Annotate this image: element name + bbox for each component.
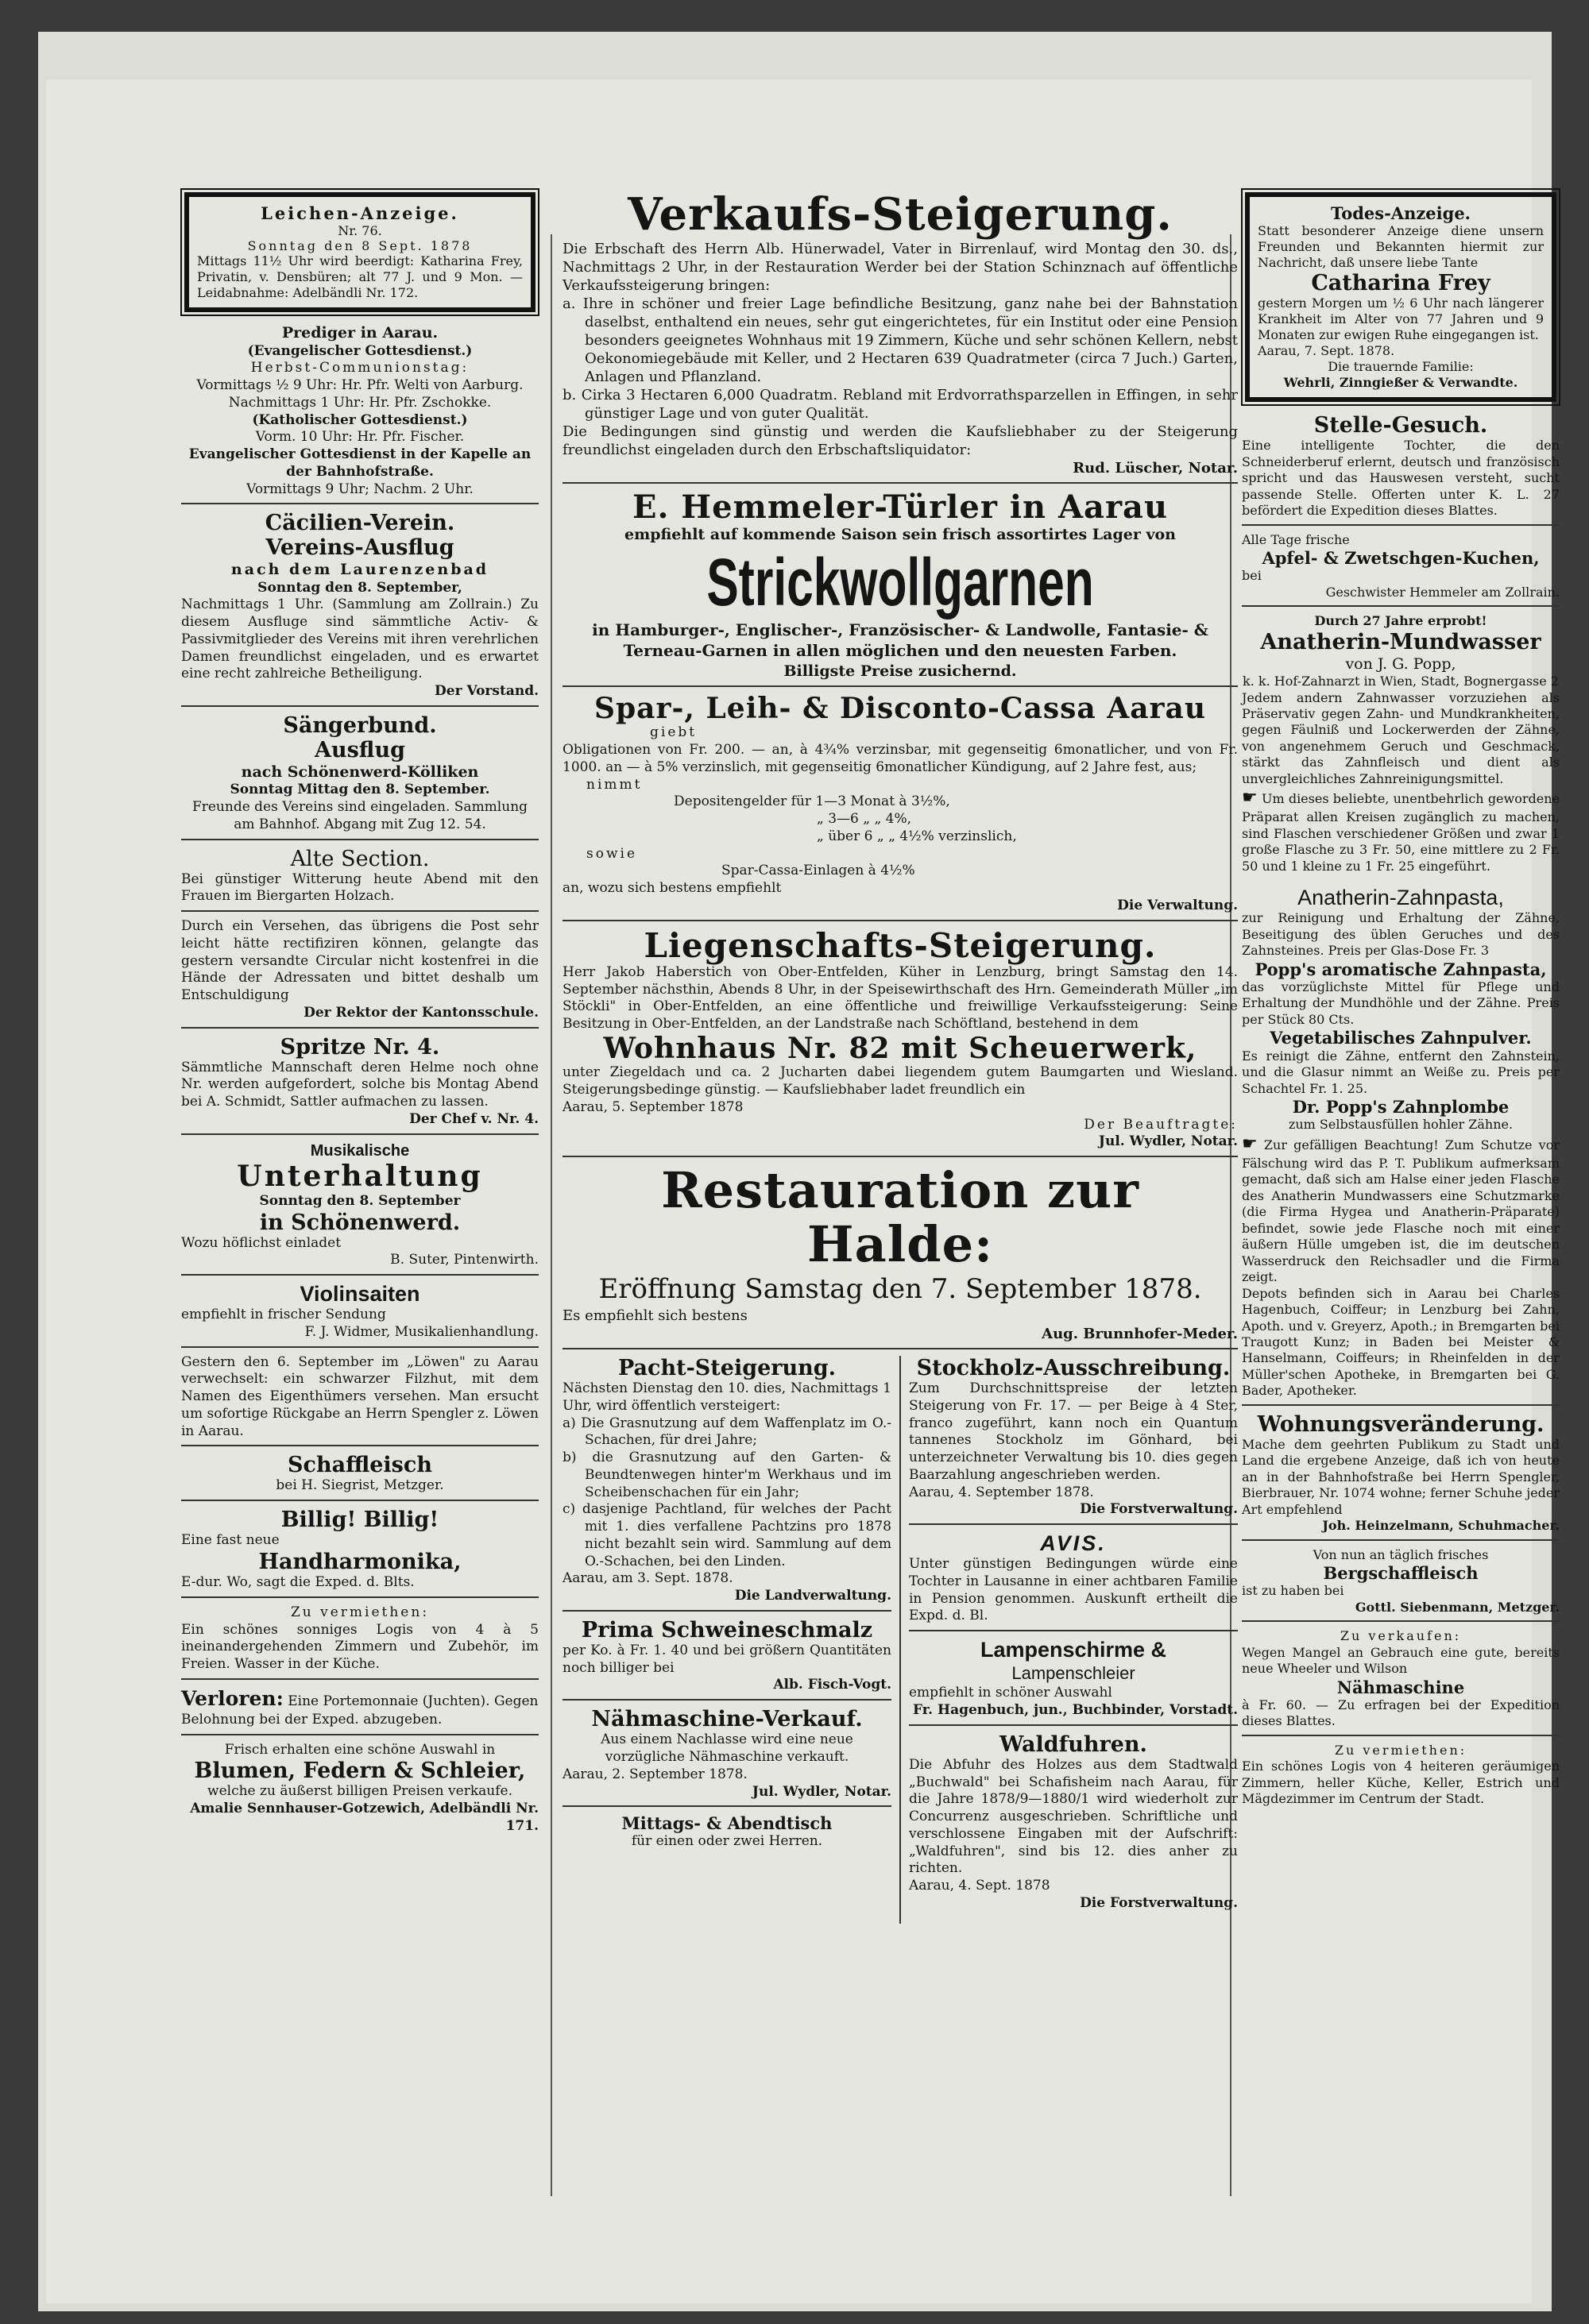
alte-title: Alte Section. <box>290 846 430 871</box>
prediger-herbst: Herbst-Communionstag: <box>250 360 470 376</box>
leichen-title: Leichen-Anzeige. <box>261 203 459 223</box>
halde-sign: Aug. Brunnhofer-Meder. <box>1042 1326 1238 1343</box>
spar-dep2: „ 3—6 „ „ 4%, <box>817 811 912 828</box>
verkaufen-title: Zu verkaufen: <box>1340 1628 1462 1644</box>
halde-title: Restauration zur Halde: <box>661 1161 1139 1274</box>
anatherin-text: Jedem andern Zahnwasser vorzuziehen als Präservativ gegen Zahn- und Mundkrankheiten, gegen Fäulniß und Lockerwerden der Zähne, von angenehmem Geruch und Geschmack, stärkt das Zahnfleisch und dient als unvergleichliches Zahnreinigungsmittel. <box>1242 689 1560 786</box>
stelle-text: Eine intelligente Tochter, die den Schneiderberuf erlernt, deutsch und französisch spricht und das Hauswesen versteht, sucht passende Stelle. Offerten unter K. L. 27 befördert die Expedition dieses Blattes. <box>1242 438 1560 519</box>
kuchen-title: Apfel- & Zwetschgen-Kuchen, <box>1262 548 1540 569</box>
todes-title: Todes-Anzeige. <box>1331 203 1471 223</box>
violin-sign: F. J. Widmer, Musikalienhandlung. <box>304 1323 539 1340</box>
middle-subcolumns <box>563 1356 1238 1924</box>
waldfuhren-ad <box>909 1732 1238 1917</box>
caecilien-sign: Der Vorstand. <box>435 683 539 700</box>
middle-column <box>563 188 1238 1924</box>
hemmeler-big: Strickwollgarnen <box>706 545 1094 620</box>
leichen-anzeige <box>184 192 535 312</box>
right-column <box>1242 191 1560 1819</box>
anatherin-pre: Durch 27 Jahre erprobt! <box>1314 613 1487 629</box>
billig-title: Billig! Billig! <box>280 1508 439 1533</box>
liegen-sign-pre: Der Beauftragte: <box>1084 1116 1238 1133</box>
zahnpasta-text5: Zur gefälligen Beachtung! Zum Schutze vor Fälschung wird das P. T. Publikum aufmerksam gemacht, daß sich am Halse einer jeden Flasche des Anatherin Mundwassers eine Schutzmarke (die Firma Hygea und Anatherin-Präparate) befindet, sowie jede Flasche noch mit einer äußern Hülle umgeben ist, die im deutschen Wasserdruck den Reichsadler und die Firma zeigt. <box>1242 1137 1560 1285</box>
kuchen-sign: Geschwister Hemmeler am Zollrain. <box>1325 584 1560 600</box>
zahnpasta-title4: Dr. Popp's Zahnplombe <box>1292 1097 1510 1117</box>
spritze-text: Sämmtliche Mannschaft deren Helme noch ohne Nr. werden aufgefordert, solche bis Montag Abend bei A. Schmidt, Sattler aufmachen zu lassen. <box>181 1059 539 1110</box>
mittag-text: für einen oder zwei Herren. <box>631 1833 823 1850</box>
billig-text: Eine fast neue <box>181 1532 280 1549</box>
pacht-c: c) dasjenige Pachtland, für welches der Pacht mit 1. dies verfallene Pachtzins pro 1878 nicht bezahlt sein wird. Sammlung auf dem O.-Schachen, bei den Linden. <box>563 1501 891 1569</box>
alte-section-ad <box>181 847 539 913</box>
todes-text: Statt besonderer Anzeige diene unsern Freunden und Bekannten hiermit zur Nachricht, daß unsere liebe Tante <box>1258 223 1544 271</box>
violin-ad <box>181 1282 539 1348</box>
verkaufs-steigerung-ad <box>563 188 1238 484</box>
caecilien-dest: nach dem Laurenzenbad <box>230 561 489 579</box>
lampen-text: empfiehlt in schöner Auswahl <box>909 1685 1112 1701</box>
musik-title: Musikalische <box>310 1141 410 1160</box>
wohnung-sign: Joh. Heinzelmann, Schuhmacher. <box>1322 1518 1560 1534</box>
naeh-sign: Jul. Wydler, Notar. <box>752 1783 891 1800</box>
spar-dep4: Spar-Cassa-Einlagen à 4½% <box>721 863 915 879</box>
middle-subcolumn-left <box>563 1356 901 1924</box>
halde-sub: Eröffnung Samstag den 7. September 1878. <box>598 1272 1202 1305</box>
vermiethen-left-title: Zu vermiethen: <box>290 1604 430 1620</box>
violin-text: empfiehlt in frischer Sendung <box>181 1307 386 1323</box>
berg-text: Von nun an täglich frisches <box>1313 1546 1489 1562</box>
wald-date: Aarau, 4. Sept. 1878 <box>909 1878 1050 1894</box>
liegen-sign: Jul. Wydler, Notar. <box>1098 1133 1238 1150</box>
pacht-sign: Die Landverwaltung. <box>734 1588 891 1604</box>
liegenschafts-ad <box>563 925 1238 1158</box>
hemmeler-ad <box>563 490 1238 687</box>
caecilien-ad <box>181 511 539 707</box>
saenger-title: Sängerbund. <box>283 712 437 738</box>
todes-sign-pre: Die trauernde Familie: <box>1328 359 1474 375</box>
musik-sign: B. Suter, Pintenwirth. <box>390 1252 539 1268</box>
zahnpasta-text2: das vorzüglichste Mittel für Pflege und Erhaltung der Mundhöhle und der Zähne. Preis per Stück 80 Cts. <box>1242 979 1560 1027</box>
leichen-nr: Nr. 76. <box>338 223 382 239</box>
mittag-title: Mittags- & Abendtisch <box>621 1813 833 1834</box>
anatherin-text2: Um dieses beliebte, unentbehrlich gewordene Präparat allen Kreisen zugänglich zu machen, sind Flaschen verschiedener Größen und zwar 1 große Flasche zu 3 Fr. 50, eine mittlere zu 2 Fr. 50 und 1 kleine zu 1 Fr. 25 eingeführt. <box>1242 791 1560 874</box>
verkauf-closing: Die Bedingungen sind günstig und werden die Kaufsliebhaber zu der Steigerung freundlichst eingeladen durch den Erbschaftsliquidator: <box>563 423 1238 458</box>
anatherin-by: von J. G. Popp, <box>1345 654 1456 673</box>
stelle-gesuch-ad <box>1242 413 1560 525</box>
prediger-ad <box>181 323 539 504</box>
caecilien-date: Sonntag den 8. September, <box>257 579 462 596</box>
lampen-sign: Fr. Hagenbuch, jun., Buchbinder, Vorstadt. <box>913 1702 1238 1719</box>
saenger-dest: nach Schönenwerd-Kölliken <box>241 763 479 781</box>
newspaper-sheet <box>38 32 1560 2311</box>
wald-sign: Die Forstverwaltung. <box>1080 1894 1238 1911</box>
liegen-title: Liegenschafts-Steigerung. <box>644 925 1157 965</box>
circular-sign: Der Rektor der Kantonsschule. <box>303 1004 539 1021</box>
left-column <box>181 191 539 1847</box>
schaf-text: bei H. Siegrist, Metzger. <box>276 1477 444 1494</box>
lampen-ad <box>909 1638 1238 1726</box>
wald-title: Waldfuhren. <box>999 1731 1147 1757</box>
pacht-b: b) die Grasnutzung auf den Garten- & Beundtenwegen hinter'm Werkhaus und im Scheibenschachen für ein Jahr; <box>563 1450 891 1500</box>
spar-sign: Die Verwaltung. <box>1117 897 1238 913</box>
pacht-ad <box>563 1356 891 1612</box>
wohnung-ad <box>1242 1412 1560 1541</box>
halde-ad <box>563 1161 1238 1349</box>
vermiethen-left-ad <box>181 1604 539 1680</box>
todes-date: Aarau, 7. Sept. 1878. <box>1258 343 1395 359</box>
anatherin-title: Anatherin-Mundwasser <box>1260 629 1541 654</box>
verloren-text: Eine Portemonnaie (Juchten). Gegen Belohnung bei der Exped. abzugeben. <box>181 1693 539 1728</box>
berg-title: Bergschaffleisch <box>1323 1563 1479 1584</box>
zahnpasta-text3: Es reinigt die Zähne, entfernt den Zahnstein, und die Glasur nimmt an Weiße zu. Preis per Schachtel Fr. 1. 25. <box>1242 1048 1560 1096</box>
prediger-sub: (Evangelischer Gottesdienst.) <box>247 342 473 359</box>
vermiethen-right-text: Ein schönes Logis von 4 heiteren geräumigen Zimmern, heller Küche, Keller, Estrich und Mägdezimmer im Centrum der Stadt. <box>1242 1758 1560 1807</box>
musik-place: in Schönenwerd. <box>259 1210 461 1235</box>
newspaper-page <box>46 79 1560 2303</box>
prediger-title: Prediger in Aarau. <box>281 324 439 342</box>
wohnung-text: Mache dem geehrten Publikum zu Stadt und Land die ergebene Anzeige, daß ich von heute an in der Bahnhofstraße bei Herrn Spengler, Bierbrauer, Nr. 1074 wohne; ferner Schuhe jeder Art empfehlend <box>1242 1436 1560 1517</box>
todes-text2: gestern Morgen um ½ 6 Uhr nach längerer Krankheit im Alter von 77 Jahren und 9 Monaten zur ewigen Ruhe eingegangen ist. <box>1258 295 1544 343</box>
lampen-title2: Lampenschleier <box>1011 1663 1135 1684</box>
mittagstisch-ad <box>563 1813 891 1855</box>
naehmaschine-verkauf-ad <box>563 1707 891 1807</box>
saenger-date: Sonntag Mittag den 8. September. <box>230 782 490 798</box>
blumen-ad <box>181 1742 539 1840</box>
middle-subcolumn-right <box>909 1356 1238 1924</box>
berg-sign: Gottl. Siebenmann, Metzger. <box>1355 1599 1560 1615</box>
naeh-text: Aus einem Nachlasse wird eine neue vorzügliche Nähmaschine verkauft. <box>601 1731 853 1766</box>
blumen-title: Blumen, Federn & Schleier, <box>194 1758 526 1784</box>
musik-title2: Unterhaltung <box>237 1160 483 1194</box>
verkauf-item-b: b. Cirka 3 Hectaren 6,000 Quadratm. Rebland mit Erdvorrathsparzellen in Effingen, in sehr günstiger Lage und von guter Qualität. <box>563 386 1238 422</box>
wald-text: Die Abfuhr des Holzes aus dem Stadtwald „Buchwald" bei Schafisheim nach Aarau, für die Jahre 1878/9—1880/1 wird wiederholt zur Concurrenz ausgeschrieben. Schriftliche und verschlossene Eingaben mit der Aufschrift: „Waldfuhren", sind bis 12. dies anher zu richten. <box>909 1756 1238 1877</box>
leichen-date: Sonntag den 8 Sept. 1878 <box>247 238 473 254</box>
musik-text: Wozu höflichst einladet <box>181 1234 342 1251</box>
hemmeler-price: Billigste Preise zusichernd. <box>783 662 1017 680</box>
zahnpasta-ad <box>1242 886 1560 1405</box>
stockholz-date: Aarau, 4. September 1878. <box>909 1484 1094 1500</box>
naeh-date: Aarau, 2. September 1878. <box>563 1766 748 1782</box>
leichen-text: Mittags 11½ Uhr wird beerdigt: Katharina Frey, Privatin, v. Densbüren; alt 77 J. und 9 Mon. — Leidabnahme: Adelbändli Nr. 172. <box>197 253 523 301</box>
stockholz-ad <box>909 1356 1238 1525</box>
bergschaf-ad <box>1242 1547 1560 1623</box>
circular-text: Durch ein Versehen, das übrigens die Post sehr leicht hätte rectifiziren können, gelangte das gestern versandte Circular nicht kostenfrei in die Hände der Adressaten und bittet deshalb um Entschuldigung <box>181 918 539 1004</box>
vermiethen-left-text: Ein schönes sonniges Logis von 4 à 5 ineinandergehenden Zimmern und Zubehör, im Freien. Wasser in der Küche. <box>181 1621 539 1673</box>
kuchen-text2: bei <box>1242 568 1262 584</box>
prediger-evang: Evangelischer Gottesdienst in der Kapelle an der Bahnhofstraße. <box>188 446 532 480</box>
verkauf-text: Die Erbschaft des Herrn Alb. Hünerwadel, Vater in Birrenlauf, wird Montag den 30. ds., Nachmittags 2 Uhr, in der Restauration Werder bei der Station Schinznach auf öffentliche Verkaufssteigerung bringen: <box>563 240 1238 294</box>
verkaufen-ad <box>1242 1628 1560 1736</box>
vermiethen-right-title: Zu vermiethen: <box>1334 1742 1467 1758</box>
zahnpasta-title2: Popp's aromatische Zahnpasta, <box>1255 959 1547 979</box>
caecilien-title2: Vereins-Ausflug <box>265 535 454 561</box>
zahnpasta-text4: zum Selbstausfüllen hohler Zähne. <box>1288 1117 1514 1133</box>
schmalz-title: Prima Schweineschmalz <box>581 1617 873 1643</box>
schaf-title: Schaffleisch <box>288 1453 432 1478</box>
filzhut-ad <box>181 1354 539 1447</box>
liegen-text: Herr Jakob Haberstich von Ober-Entfelden, Küher in Lenzburg, bringt Samstag den 14. September nächsthin, Abends 8 Uhr, in der Speisewirthschaft des Hrn. Gemeinderath Müller „im Stöckli" in Ober-Entfelden, an eine öffentliche und freiwillige Verkaufssteigerung: Seine Besitzung in Ober-Entfelden, an der Landstraße nach Schöftland, bestehend in dem <box>563 963 1238 1033</box>
liegen-date: Aarau, 5. September 1878 <box>563 1098 744 1115</box>
alte-text: Bei günstiger Witterung heute Abend mit den Frauen im Biergarten Holzach. <box>181 871 539 905</box>
todes-anzeige <box>1245 192 1556 402</box>
zahnpasta-text6: Depots befinden sich in Aarau bei Charles Hagenbuch, Coiffeur; in Lenzburg bei Zahn, Apoth. und v. Greyerz, Apoth.; in Bremgarten bei Traugott Kunz; in Baden bei Meister & Hanselmann, Coiffeurs; in Rheinfelden in der Müller'schen Apotheke, in Bremgarten bei G. Bader, Apotheker. <box>1242 1285 1560 1399</box>
billig-title2: Handharmonika, <box>258 1550 462 1575</box>
prediger-line3: Vorm. 10 Uhr: Hr. Pfr. Fischer. <box>255 429 465 446</box>
schaffleisch-ad <box>181 1453 539 1501</box>
liegen-title2: Wohnhaus Nr. 82 mit Scheuerwerk, <box>603 1031 1197 1065</box>
wohnung-title: Wohnungsveränderung. <box>1257 1411 1545 1437</box>
kuchen-ad <box>1242 532 1560 608</box>
prediger-line1: Vormittags ½ 9 Uhr: Hr. Pfr. Welti von Aarburg. <box>196 377 524 393</box>
spar-sowie: sowie <box>586 845 638 862</box>
stockholz-text: Zum Durchschnittspreise der letzten Steigerung von Fr. 17. — per Beige à 4 Ster, franco zugeführt, kann noch ein Quantum tannenes Stockholz im Gönhard, bei unterzeichneter Verwaltung bis 10. dies gegen Baarzahlung angeschrieben werden. <box>909 1380 1238 1483</box>
verkaufen-text: Wegen Mangel an Gebrauch eine gute, bereits neue Wheeler und Wilson <box>1242 1644 1560 1677</box>
anatherin-by2: k. k. Hof-Zahnarzt in Wien, Stadt, Bognergasse 2 <box>1243 674 1559 689</box>
pacht-text: Nächsten Dienstag den 10. dies, Nachmittags 1 Uhr, wird öffentlich versteigert: <box>563 1380 891 1414</box>
spar-nimmt: nimmt <box>586 776 643 793</box>
spar-title: Spar-, Leih- & Disconto-Cassa Aarau <box>594 691 1206 725</box>
stockholz-sign: Die Forstverwaltung. <box>1080 1501 1238 1518</box>
verloren-ad <box>181 1686 539 1735</box>
saenger-text: Freunde des Vereins sind eingeladen. Sammlung am Bahnhof. Abgang mit Zug 12. 54. <box>191 799 528 832</box>
lampen-title: Lampenschirme & <box>980 1638 1167 1662</box>
musik-ad <box>181 1141 539 1276</box>
stockholz-title: Stockholz-Ausschreibung. <box>916 1356 1231 1381</box>
prediger-line2: Nachmittags 1 Uhr: Hr. Pfr. Zschokke. <box>228 394 492 411</box>
circular-ad <box>181 918 539 1029</box>
pointing-hand-icon-2: ☛ <box>1242 1133 1258 1154</box>
avis-ad <box>909 1531 1238 1631</box>
avis-text: Unter günstigen Bedingungen würde eine Tochter in Lausanne in einer achtbaren Familie in Pension genommen. Auskunft ertheilt die Expd. d. Bl. <box>909 1556 1238 1624</box>
spar-gibt: giebt <box>650 724 698 741</box>
hemmeler-sub: empfiehlt auf kommende Saison sein frisch assortirtes Lager von <box>624 526 1176 543</box>
hemmeler-text: in Hamburger-, Englischer-, Französischer- & Landwolle, Fantasie- & Terneau-Garnen in allen möglichen und den neuesten Farben. <box>592 620 1208 660</box>
verkauf-item-a: a. Ihre in schöner und freier Lage befindliche Besitzung, ganz nahe bei der Bahnstation daselbst, enthaltend ein neues, sehr gut eingerichtetes, für ein Institut oder eine Pension besonders geeignetes Wohnhaus mit 19 Zimmern, Küche und sehr schönen Kellern, nebst Oekonomiegebäude mit Keller, und 2 Hectaren 639 Quadratmeter (circa 7 Juch.) Garten, Anlagen und Pflanzland. <box>563 295 1238 385</box>
spritze-ad <box>181 1035 539 1135</box>
liegen-text2: unter Ziegeldach und ca. 2 Jucharten dabei liegendem gutem Baumgarten und Wiesland. Steigerungsbedinge günstig. — Kaufsliebhaber ladet freundlich ein <box>563 1064 1238 1098</box>
zahnpasta-text: zur Reinigung und Erhaltung der Zähne, Beseitigung des üblen Geruches und des Zahnsteines. Preis per Glas-Dose Fr. 3 <box>1242 910 1560 959</box>
pacht-date: Aarau, am 3. Sept. 1878. <box>563 1570 733 1587</box>
pointing-hand-icon: ☛ <box>1242 788 1258 809</box>
saenger-ad <box>181 713 539 840</box>
spritze-title: Spritze Nr. 4. <box>280 1034 440 1060</box>
naeh-title: Nähmaschine-Verkauf. <box>591 1707 863 1732</box>
spar-text: Obligationen von Fr. 200. — an, à 4¾% verzinsbar, mit gegenseitig 6monatlicher, und von Fr. 1000. an — à 5% verzinslich, mit gegenseitig 6monatlicher Kündigung, auf 2 Jahre fest, aus; <box>563 742 1238 775</box>
blumen-text2: welche zu äußerst billigen Preisen verkaufe. <box>207 1783 512 1800</box>
pacht-a: a) Die Grasnutzung auf dem Waffenplatz im O.-Schachen, für drei Jahre; <box>563 1415 891 1449</box>
verkauf-sign: Rud. Lüscher, Notar. <box>1073 459 1238 477</box>
berg-text2: ist zu haben bei <box>1242 1583 1344 1599</box>
spritze-sign: Der Chef v. Nr. 4. <box>409 1110 539 1127</box>
violin-title: Violinsaiten <box>300 1282 420 1307</box>
kuchen-text: Alle Tage frische <box>1242 531 1350 547</box>
billig-text2: E-dur. Wo, sagt die Exped. d. Blts. <box>181 1574 415 1591</box>
caecilien-title: Cäcilien-Verein. <box>265 511 455 536</box>
blumen-text: Frisch erhalten eine schöne Auswahl in <box>224 1741 496 1758</box>
verloren-title: Verloren: <box>181 1686 284 1710</box>
caecilien-text: Nachmittags 1 Uhr. (Sammlung am Zollrain.) Zu diesem Ausfluge sind sämmtliche Activ- & Passivmitglieder des Vereins mit ihren verehrlichen Damen freundlichst eingeladen, und es erwartet eine recht zahlreiche Betheiligung. <box>181 596 539 682</box>
spar-dep1: Depositengelder für 1—3 Monat à 3½%, <box>674 793 950 810</box>
filzhut-text: Gestern den 6. September im „Löwen" zu Aarau verwechselt: ein schwarzer Filzhut, mit dem Namen des Eigenthümers versehen. Man ersucht um sofortige Rückgabe an Herrn Spengler z. Löwen in Aarau. <box>181 1353 539 1439</box>
zahnpasta-title3: Vegetabilisches Zahnpulver. <box>1270 1028 1532 1048</box>
schmalz-ad <box>563 1618 891 1701</box>
prediger-kath: (Katholischer Gottesdienst.) <box>252 411 468 428</box>
saenger-title2: Ausflug <box>315 737 405 762</box>
stelle-title: Stelle-Gesuch. <box>1313 413 1488 438</box>
musik-date: Sonntag den 8. September <box>259 1192 461 1209</box>
hemmeler-title: E. Hemmeler-Türler in Aarau <box>632 488 1169 526</box>
verkauf-title: Verkaufs-Steigerung. <box>628 188 1173 241</box>
spar-end: an, wozu sich bestens empfiehlt <box>563 880 782 897</box>
spar-dep3: „ über 6 „ „ 4½% verzinslich, <box>817 828 1017 844</box>
billig-ad <box>181 1508 539 1598</box>
zahnpasta-title: Anatherin-Zahnpasta, <box>1297 886 1504 910</box>
prediger-line4: Vormittags 9 Uhr; Nachm. 2 Uhr. <box>246 481 474 497</box>
schmalz-sign: Alb. Fisch-Vogt. <box>773 1677 891 1693</box>
pacht-title: Pacht-Steigerung. <box>617 1356 837 1381</box>
spar-cassa-ad <box>563 693 1238 921</box>
todes-sign: Wehrli, Zinngießer & Verwandte. <box>1283 375 1518 391</box>
verkaufen-text2: à Fr. 60. — Zu erfragen bei der Expedition dieses Blattes. <box>1242 1697 1560 1729</box>
halde-text: Es empfiehlt sich bestens <box>563 1307 748 1325</box>
column-rule-left <box>551 234 552 2196</box>
avis-title: AVIS. <box>1040 1531 1107 1556</box>
blumen-sign: Amalie Sennhauser-Gotzewich, Adelbändli Nr. 171. <box>190 1801 539 1834</box>
verkaufen-title2: Nähmaschine <box>1336 1677 1465 1697</box>
vermiethen-right-ad <box>1242 1743 1560 1812</box>
anatherin-mundwasser-ad <box>1242 613 1560 879</box>
todes-name: Catharina Frey <box>1311 271 1490 296</box>
schmalz-text: per Ko. à Fr. 1. 40 und bei größern Quantitäten noch billiger bei <box>563 1642 891 1676</box>
